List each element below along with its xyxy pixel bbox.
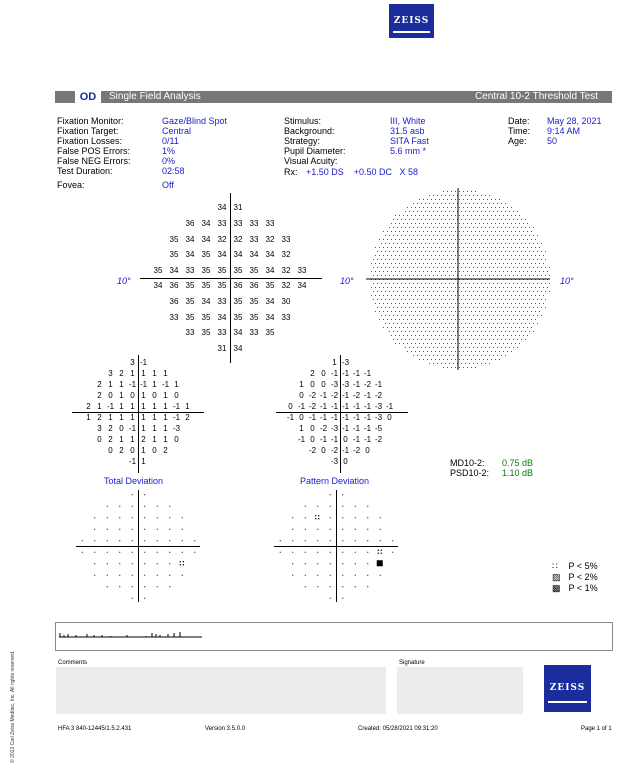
background-value: 31.5 asb	[390, 126, 425, 136]
pattern-deviation-value: -3	[330, 424, 339, 433]
pattern-deviation-value: -2	[374, 391, 383, 400]
total-deviation-value: 3	[108, 369, 113, 378]
threshold-value: 36	[249, 281, 259, 291]
threshold-value: 35	[185, 312, 195, 322]
threshold-value: 35	[201, 265, 211, 275]
total-deviation-value: 1	[130, 435, 135, 444]
threshold-value: 35	[185, 296, 195, 306]
threshold-value: 35	[153, 265, 163, 275]
test-name: Central 10-2 Threshold Test	[474, 91, 598, 102]
copyright-vertical: © 2013 Carl Zeiss Meditec, Inc. All rights reserved.	[10, 650, 16, 763]
threshold-value: 35	[249, 312, 259, 322]
pattern-deviation-value: 0	[288, 402, 293, 411]
fovea-value: Off	[162, 180, 174, 190]
p5-label: P < 5%	[568, 561, 598, 571]
pattern-deviation-value: -1	[363, 435, 372, 444]
fixation-losses-label: Fixation Losses:	[57, 136, 123, 146]
total-deviation-value: -1	[139, 380, 148, 389]
total-deviation-value: 2	[141, 435, 146, 444]
pattern-deviation-value: -1	[363, 424, 372, 433]
threshold-value: 33	[185, 265, 195, 275]
date-label: Date:	[508, 116, 530, 126]
threshold-value: 34	[217, 203, 227, 213]
psd-value: 1.10 dB	[502, 468, 534, 478]
pattern-deviation-value: -2	[308, 391, 317, 400]
threshold-value: 36	[185, 218, 195, 228]
threshold-value: 35	[217, 281, 227, 291]
age-label: Age:	[508, 136, 527, 146]
strategy-value: SITA Fast	[390, 136, 429, 146]
pattern-deviation-value: 1	[299, 380, 304, 389]
background-label: Background:	[284, 126, 335, 136]
total-deviation-value: 2	[119, 446, 124, 455]
total-deviation-value: 1	[152, 380, 157, 389]
signature-field[interactable]	[397, 667, 523, 714]
threshold-value: 32	[281, 265, 291, 275]
p1-icon: ▩	[552, 583, 561, 593]
grayscale-plot	[356, 188, 560, 370]
legend-p2	[552, 572, 598, 583]
threshold-value: 33	[265, 218, 275, 228]
pattern-deviation-probability	[270, 490, 410, 604]
threshold-value: 31	[217, 343, 227, 353]
pattern-deviation-value: -1	[319, 435, 328, 444]
zeiss-logo-bottom	[544, 665, 591, 712]
total-deviation-value: 1	[108, 380, 113, 389]
threshold-value: 35	[233, 265, 243, 275]
acuity-label: Visual Acuity:	[284, 156, 338, 166]
pattern-deviation-value: -1	[385, 402, 394, 411]
total-deviation-value: 1	[119, 413, 124, 422]
total-deviation-value: 0	[152, 446, 157, 455]
pattern-deviation-value: -1	[341, 369, 350, 378]
pattern-deviation-value: 0	[310, 424, 315, 433]
pattern-deviation-value: -2	[330, 391, 339, 400]
test-duration-value: 02:58	[162, 166, 185, 176]
pattern-deviation-value: -1	[352, 369, 361, 378]
pattern-deviation-value: 0	[299, 391, 304, 400]
total-deviation-probability	[72, 490, 212, 604]
pattern-deviation-value: -1	[352, 402, 361, 411]
threshold-value: 35	[265, 328, 275, 338]
total-deviation-value: -1	[128, 424, 137, 433]
threshold-value: 34	[169, 265, 179, 275]
threshold-value: 34	[265, 312, 275, 322]
threshold-value: 34	[153, 281, 163, 291]
pattern-deviation-value: 0	[343, 435, 348, 444]
threshold-value: 34	[265, 250, 275, 260]
pattern-deviation-value: -3	[330, 457, 339, 466]
threshold-value: 33	[217, 218, 227, 228]
degree-label-left-1: 10°	[117, 276, 131, 286]
false-neg-value: 0%	[162, 156, 176, 166]
threshold-value: 32	[265, 234, 275, 244]
pattern-deviation-value: -1	[341, 424, 350, 433]
threshold-value: 30	[281, 296, 291, 306]
total-deviation-value: 0	[97, 435, 102, 444]
pattern-deviation-value: -1	[308, 413, 317, 422]
total-deviation-value: 1	[119, 391, 124, 400]
time-label: Time:	[508, 126, 531, 136]
pattern-deviation-value: -1	[330, 369, 339, 378]
total-deviation-value: 1	[163, 435, 168, 444]
total-deviation-value: 0	[130, 446, 135, 455]
threshold-value: 34	[217, 250, 227, 260]
threshold-value: 35	[169, 234, 179, 244]
threshold-value: 32	[233, 234, 243, 244]
threshold-value: 34	[265, 296, 275, 306]
total-deviation-value: -1	[172, 413, 181, 422]
pattern-deviation-value: -1	[352, 424, 361, 433]
total-deviation-value: 2	[97, 413, 102, 422]
threshold-value: 33	[217, 296, 227, 306]
threshold-value: 35	[185, 281, 195, 291]
threshold-value: 34	[297, 281, 307, 291]
pattern-deviation-value: -1	[363, 402, 372, 411]
pattern-deviation-value: 0	[321, 369, 326, 378]
pattern-deviation-value: -1	[297, 402, 306, 411]
brand-text-bottom: ZEISS	[549, 683, 586, 693]
pattern-deviation-value: -1	[286, 413, 295, 422]
pattern-deviation-value: -3	[330, 380, 339, 389]
test-duration-label: Test Duration:	[57, 166, 113, 176]
fixation-target-label: Fixation Target:	[57, 126, 119, 136]
gaze-tracking-box	[55, 622, 613, 651]
total-deviation-value: 3	[130, 358, 135, 367]
total-deviation-value: 1	[108, 413, 113, 422]
pattern-deviation-value: -1	[352, 435, 361, 444]
total-deviation-value: 1	[174, 380, 179, 389]
total-deviation-value: 1	[163, 413, 168, 422]
total-deviation-value: 1	[185, 402, 190, 411]
pattern-deviation-value: 0	[299, 413, 304, 422]
threshold-value: 36	[169, 296, 179, 306]
total-deviation-value: 0	[108, 446, 113, 455]
total-deviation-value: 1	[130, 369, 135, 378]
threshold-value: 32	[281, 281, 291, 291]
fixation-monitor-value: Gaze/Blind Spot	[162, 116, 228, 126]
threshold-value: 33	[233, 218, 243, 228]
threshold-value: 35	[201, 312, 211, 322]
threshold-value: 35	[249, 265, 259, 275]
report-header	[55, 91, 612, 103]
pattern-deviation-value: -1	[363, 391, 372, 400]
legend-p5	[552, 561, 598, 572]
total-deviation-value: 1	[152, 413, 157, 422]
report-title: Single Field Analysis	[109, 91, 201, 102]
p2-label: P < 2%	[568, 572, 598, 582]
pattern-deviation-value: -1	[341, 391, 350, 400]
total-deviation-value: 1	[141, 369, 146, 378]
pattern-deviation-value: -3	[341, 358, 350, 367]
pattern-deviation-value: 0	[343, 457, 348, 466]
threshold-value: 33	[281, 234, 291, 244]
pattern-deviation-value: -1	[352, 413, 361, 422]
threshold-value: 35	[169, 250, 179, 260]
pattern-deviation-value: 0	[387, 413, 392, 422]
strategy-label: Strategy:	[284, 136, 321, 146]
footer-created: Created: 05/28/2021 09:31:20	[358, 726, 438, 732]
pattern-deviation-value: -2	[363, 380, 372, 389]
threshold-value: 34	[201, 234, 211, 244]
threshold-value: 36	[233, 281, 243, 291]
degree-label-right-2: 10°	[560, 276, 574, 286]
threshold-value: 34	[233, 250, 243, 260]
md-label: MD10-2:	[450, 458, 485, 468]
pattern-deviation-value: -1	[352, 380, 361, 389]
pattern-deviation-value: -1	[363, 369, 372, 378]
threshold-value: 33	[281, 312, 291, 322]
pattern-deviation-value: 0	[321, 380, 326, 389]
pattern-deviation-value: -1	[330, 402, 339, 411]
rx-value: +1.50 DS +0.50 DC X 58	[306, 167, 419, 177]
threshold-grid	[120, 193, 340, 363]
total-deviation-value: 1	[141, 424, 146, 433]
age-value: 50	[547, 136, 558, 146]
total-deviation-value: 2	[185, 413, 190, 422]
eye-label: OD	[75, 91, 101, 103]
total-deviation-value: 2	[97, 391, 102, 400]
total-deviation-value: 1	[141, 402, 146, 411]
rx-label: Rx:	[284, 167, 298, 177]
total-deviation-value: 1	[141, 413, 146, 422]
total-deviation-value: 2	[119, 369, 124, 378]
fovea-label: Fovea:	[57, 180, 85, 190]
pattern-deviation-value: 0	[321, 446, 326, 455]
pattern-deviation-value: 1	[332, 358, 337, 367]
threshold-value: 33	[217, 328, 227, 338]
zeiss-logo-top	[389, 4, 434, 38]
fixation-losses-value: 0/11	[162, 136, 179, 146]
false-pos-label: False POS Errors:	[57, 146, 131, 156]
pattern-deviation-value: -2	[352, 391, 361, 400]
pattern-deviation-value: -2	[374, 435, 383, 444]
pattern-deviation-value: 0	[310, 380, 315, 389]
total-deviation-value: 1	[119, 435, 124, 444]
pattern-deviation-value: 2	[310, 369, 315, 378]
footer-device: HFA 3 840-12445/1.5.2.431	[58, 726, 132, 732]
pattern-deviation-value: 0	[365, 446, 370, 455]
total-deviation-value: -1	[128, 457, 137, 466]
pupil-value: 5.6 mm *	[390, 146, 427, 156]
pattern-deviation-value: -1	[374, 380, 383, 389]
total-deviation-value: 1	[152, 402, 157, 411]
pattern-deviation-value: -1	[341, 413, 350, 422]
pattern-deviation-value: -1	[319, 391, 328, 400]
total-deviation-value: 1	[141, 457, 146, 466]
false-neg-label: False NEG Errors:	[57, 156, 131, 166]
total-deviation-value: 1	[152, 435, 157, 444]
threshold-value: 35	[265, 281, 275, 291]
total-deviation-value: 1	[141, 391, 146, 400]
threshold-value: 35	[217, 265, 227, 275]
pattern-deviation-value: -1	[319, 402, 328, 411]
threshold-value: 35	[249, 296, 259, 306]
total-deviation-value: 1	[97, 402, 102, 411]
threshold-value: 34	[185, 250, 195, 260]
threshold-value: 33	[249, 218, 259, 228]
threshold-value: 33	[297, 265, 307, 275]
time-value: 9:14 AM	[547, 126, 581, 136]
pattern-deviation-value: -2	[352, 446, 361, 455]
threshold-value: 34	[185, 234, 195, 244]
total-deviation-value: 0	[174, 435, 179, 444]
total-deviation-value: 2	[108, 424, 113, 433]
threshold-value: 32	[281, 250, 291, 260]
total-deviation-value: -3	[172, 424, 181, 433]
comments-field[interactable]	[56, 667, 386, 714]
pattern-deviation-value: -1	[297, 435, 306, 444]
pupil-label: Pupil Diameter:	[284, 146, 346, 156]
total-deviation-value: 0	[152, 391, 157, 400]
threshold-value: 32	[217, 234, 227, 244]
total-deviation-value: -1	[139, 358, 148, 367]
total-deviation-value: 1	[163, 424, 168, 433]
threshold-value: 34	[201, 296, 211, 306]
total-deviation-value: 3	[97, 424, 102, 433]
total-deviation-value: -1	[128, 380, 137, 389]
total-deviation-value: 1	[119, 402, 124, 411]
stimulus-value: III, White	[390, 116, 426, 126]
total-deviation-value: 2	[108, 435, 113, 444]
pattern-deviation-title: Pattern Deviation	[300, 476, 370, 486]
pattern-deviation-value: -2	[308, 446, 317, 455]
pattern-deviation-value: -1	[341, 402, 350, 411]
pattern-deviation-value: -2	[330, 446, 339, 455]
total-deviation-value: 2	[163, 446, 168, 455]
pattern-deviation-value: -1	[319, 413, 328, 422]
comments-label: Comments	[58, 660, 88, 666]
total-deviation-value: -1	[106, 402, 115, 411]
total-deviation-value: -1	[161, 380, 170, 389]
total-deviation-value: 2	[97, 380, 102, 389]
threshold-value: 31	[233, 203, 243, 213]
stimulus-label: Stimulus:	[284, 116, 322, 126]
pattern-deviation-value: -3	[374, 402, 383, 411]
threshold-value: 34	[233, 343, 243, 353]
p1-label: P < 1%	[568, 583, 598, 593]
threshold-value: 36	[169, 281, 179, 291]
total-deviation-value: 1	[119, 380, 124, 389]
total-deviation-value: 1	[130, 402, 135, 411]
degree-label-right-1: 10°	[340, 276, 354, 286]
total-deviation-value: 0	[130, 391, 135, 400]
total-deviation-value: 1	[163, 391, 168, 400]
pattern-deviation-value: -3	[341, 380, 350, 389]
fixation-monitor-label: Fixation Monitor:	[57, 116, 124, 126]
threshold-value: 35	[201, 250, 211, 260]
legend-p1	[552, 583, 598, 594]
p5-icon: ∷	[552, 561, 558, 571]
gaze-tracking-trace	[56, 623, 612, 650]
pattern-deviation-value: -2	[308, 402, 317, 411]
total-deviation-value: 1	[152, 369, 157, 378]
psd-label: PSD10-2:	[450, 468, 490, 478]
threshold-value: 35	[201, 281, 211, 291]
pattern-deviation-value: -1	[363, 413, 372, 422]
signature-label: Signature	[399, 660, 425, 666]
threshold-value: 33	[169, 312, 179, 322]
threshold-value: 35	[233, 312, 243, 322]
threshold-value: 33	[185, 328, 195, 338]
pattern-prob-dots	[270, 490, 410, 604]
threshold-value: 34	[249, 250, 259, 260]
brand-text: ZEISS	[393, 16, 430, 26]
md-value: 0.75 dB	[502, 458, 534, 468]
total-deviation-value: 1	[152, 424, 157, 433]
footer-version: Version 3.5.0.0	[205, 726, 246, 732]
total-prob-dots	[72, 490, 212, 604]
threshold-value: 34	[217, 312, 227, 322]
threshold-value: 34	[201, 218, 211, 228]
threshold-value: 35	[201, 328, 211, 338]
total-deviation-title: Total Deviation	[104, 476, 164, 486]
fixation-target-value: Central	[162, 126, 192, 136]
total-deviation-value: 0	[174, 391, 179, 400]
false-pos-value: 1%	[162, 146, 176, 156]
total-deviation-value: 0	[119, 424, 124, 433]
pattern-deviation-value: -1	[330, 435, 339, 444]
total-deviation-value: 1	[130, 413, 135, 422]
total-deviation-value: 1	[86, 413, 91, 422]
total-deviation-value: 1	[163, 369, 168, 378]
p2-icon: ▨	[552, 572, 561, 582]
pattern-deviation-grid	[264, 355, 424, 475]
threshold-value: 33	[249, 234, 259, 244]
total-deviation-value: -1	[172, 402, 181, 411]
threshold-value: 35	[233, 296, 243, 306]
threshold-value: 34	[265, 265, 275, 275]
footer-page: Page 1 of 1	[581, 726, 612, 732]
total-deviation-value: 1	[163, 402, 168, 411]
pattern-deviation-value: -1	[341, 446, 350, 455]
pattern-deviation-value: 0	[310, 435, 315, 444]
pattern-deviation-value: -5	[374, 424, 383, 433]
date-value: May 28, 2021	[547, 116, 602, 126]
total-deviation-grid	[60, 355, 220, 475]
total-deviation-value: 0	[108, 391, 113, 400]
grayscale-dots	[356, 188, 560, 370]
threshold-value: 33	[249, 328, 259, 338]
pattern-deviation-value: -3	[374, 413, 383, 422]
total-deviation-value: 1	[141, 446, 146, 455]
total-deviation-value: 2	[86, 402, 91, 411]
pattern-deviation-value: 1	[299, 424, 304, 433]
threshold-value: 34	[233, 328, 243, 338]
pattern-deviation-value: -2	[319, 424, 328, 433]
pattern-deviation-value: -1	[330, 413, 339, 422]
